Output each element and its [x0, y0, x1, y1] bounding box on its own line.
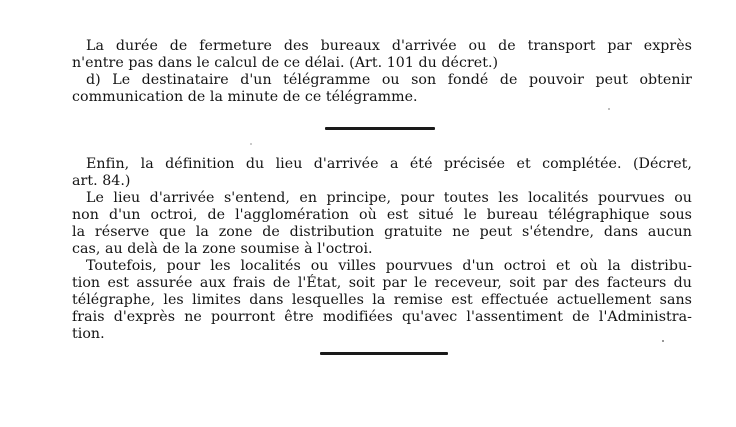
closing-divider-rule — [320, 352, 448, 355]
section-divider-rule — [325, 127, 435, 130]
paragraph-definition-line-2: art. 84.) — [72, 173, 131, 189]
scan-speck — [662, 340, 664, 342]
paragraph-recipient-line-2: communication de la minute de ce télégramme. — [72, 89, 418, 105]
paragraph-place-line-4: cas, au delà de la zone soumise à l'octroi. — [72, 241, 373, 257]
paragraph-definition-line-1: Enfin, la définition du lieu d'arrivée a été précisée et complétée. (Décret, — [86, 156, 692, 172]
paragraph-however-line-3: télégraphe, les limites dans lesquelles la remise est effectuée actuellement sans — [72, 292, 692, 308]
scan-speck — [608, 108, 610, 110]
paragraph-however-line-5: tion. — [72, 326, 105, 342]
paragraph-place-line-1: Le lieu d'arrivée s'entend, en principe, pour toutes les localités pourvues ou — [86, 190, 692, 206]
paragraph-however-line-4: frais d'exprès ne pourront être modifiées qu'avec l'assentiment de l'Administra- — [72, 309, 692, 325]
paragraph-delay-line-1: La durée de fermeture des bureaux d'arrivée ou de transport par exprès — [86, 38, 692, 54]
scan-speck — [250, 143, 252, 145]
paragraph-recipient-line-1: d) Le destinataire d'un télégramme ou son fondé de pouvoir peut obtenir — [86, 72, 692, 88]
paragraph-place-line-2: non d'un octroi, de l'agglomération où est situé le bureau télégraphique sous — [72, 207, 692, 223]
paragraph-delay-line-2: n'entre pas dans le calcul de ce délai. (Art. 101 du décret.) — [72, 55, 499, 71]
paragraph-however-line-1: Toutefois, pour les localités ou villes pourvues d'un octroi et où la distribu- — [86, 258, 692, 274]
paragraph-however-line-2: tion est assurée aux frais de l'État, soit par le receveur, soit par des facteurs du — [72, 275, 692, 291]
paragraph-place-line-3: la réserve que la zone de distribution gratuite ne peut s'étendre, dans aucun — [72, 224, 692, 240]
